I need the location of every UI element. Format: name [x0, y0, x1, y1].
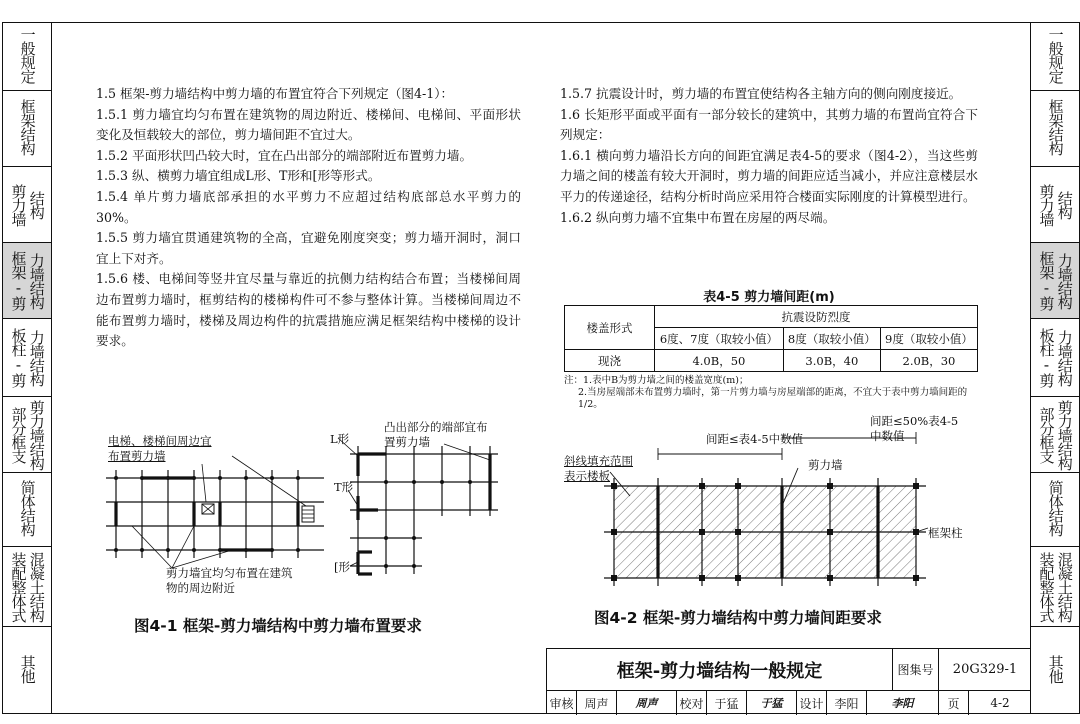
side-tab-label: 简体结构 — [18, 479, 37, 536]
side-tab-text — [1038, 251, 1072, 310]
table-4-5 — [564, 305, 978, 372]
side-tab-label: 力墙结构 — [27, 252, 46, 309]
side-tab[interactable] — [1031, 397, 1079, 473]
side-tab-label: 力墙结构 — [27, 329, 46, 386]
label-T: T形 — [334, 480, 354, 494]
label-text: 电梯、楼梯间周边宜布置剪力墙 — [108, 434, 212, 463]
title-block — [546, 648, 1030, 714]
review-label: 审核 — [547, 691, 577, 715]
designer-name: 李阳 — [827, 691, 867, 715]
side-tab-text — [10, 552, 44, 622]
paragraph: 1.5.1 剪力墙宜均匀布置在建筑物的周边附近、楼梯间、电梯间、平面形状变化及恒载较大的部位，剪力墙间距不宜过大。 — [96, 106, 521, 143]
side-tab[interactable] — [1031, 319, 1079, 397]
side-tab-text — [10, 400, 44, 470]
reviewer-signature: 周声 — [617, 691, 677, 715]
side-tab-text — [1046, 479, 1065, 539]
label-hatch: 斜线填充范围表示楼板 — [564, 454, 633, 483]
label-wall: 剪力墙 — [808, 458, 843, 472]
table-cell: 4.0B，50 — [655, 350, 784, 372]
table-note: 注：1.表中B为剪力墙之间的楼盖宽度(m)； — [564, 375, 749, 386]
side-tab-label: 混凝土结构 — [27, 551, 46, 622]
side-tab-label: 一般规定 — [1046, 26, 1065, 83]
paragraph: 1.6.1 横向剪力墙沿长方向的间距宜满足表4-5的要求（图4-2），当这些剪力墙之间的楼盖有较大开洞时，剪力墙的间距应适当减小，并应注意楼层水平力的传递途径，结构分析时尚应采用符合楼面实际刚度的计算模型进行。 — [560, 147, 978, 204]
left-sidebar-tabs — [2, 22, 52, 714]
side-tab[interactable] — [3, 473, 51, 547]
side-tab-label: 其他 — [1046, 655, 1065, 684]
paragraph: 1.5.3 纵、横剪力墙宜组成L形、T形和[形等形式。 — [96, 168, 381, 184]
side-tab-label: 板柱-剪 — [9, 328, 28, 387]
label-even-wall: 剪力墙宜均匀布置在建筑物的周边附近 — [166, 566, 293, 595]
reviewer-name: 周声 — [577, 691, 617, 715]
right-text-column — [560, 84, 978, 228]
side-tab-label: 装配整体式 — [9, 551, 28, 622]
side-tab-label: 框架结构 — [18, 98, 37, 155]
side-tab[interactable] — [3, 627, 51, 715]
side-tab-label: 框架结构 — [1046, 98, 1065, 155]
side-tab-label: 板柱-剪 — [1037, 328, 1056, 387]
side-tab-label: 框架-剪 — [1037, 251, 1056, 310]
side-tab-label: 力墙结构 — [1055, 252, 1074, 309]
side-tab-text — [1038, 328, 1072, 387]
paragraph: 1.5.6 楼、电梯间等竖井宜尽量与靠近的抗侧力结构结合布置；当楼梯间周边布置剪力墙时，框剪结构的楼梯构件可不参与整体计算。当楼梯间周边不能布置剪力墙时，楼梯及周边构件的抗震措施应满足框架结构中楼梯的设计要求。 — [96, 271, 521, 349]
side-tab-label: 部分框支 — [9, 406, 28, 463]
paragraph: 1.6 长矩形平面或平面有一部分较长的建筑中，其剪力墙的布置尚宜符合下列规定： — [560, 106, 978, 143]
paragraph: 1.5.7 抗震设计时，剪力墙的布置宜使结构各主轴方向的侧向刚度接近。 — [560, 86, 962, 101]
paragraph: 1.5.4 单片剪力墙底部承担的水平剪力不应超过结构底部总水平剪力的30%。 — [96, 188, 521, 225]
page-label: 页 — [939, 691, 969, 715]
side-tab[interactable] — [3, 547, 51, 627]
side-tab-label: 其他 — [18, 655, 37, 684]
side-tab-label: 部分框支 — [1037, 406, 1056, 463]
side-tab[interactable] — [1031, 547, 1079, 627]
side-tab-text — [18, 655, 37, 686]
side-tab-label: 简体结构 — [1046, 479, 1065, 536]
table-sub-header: 8度（取较小值） — [783, 328, 880, 350]
side-tab-text — [18, 98, 37, 158]
side-tab-text — [1046, 98, 1065, 158]
table-note: 2.当房屋端部未布置剪力墙时，第一片剪力墙与房屋端部的距离，不宜大于表中剪力墙间距的1/2。 — [578, 387, 968, 410]
side-tab-text — [1038, 184, 1072, 226]
table-col-header: 楼盖形式 — [565, 306, 655, 350]
side-tab-text — [10, 184, 44, 226]
side-tab-text — [10, 328, 44, 387]
label-protrude: 凸出部分的端部宜布置剪力墙 — [384, 420, 488, 449]
label-column: 框架柱 — [928, 526, 963, 540]
side-tab-text — [1038, 552, 1072, 622]
table-notes — [564, 375, 978, 411]
side-tab[interactable] — [3, 243, 51, 319]
side-tab-label: 剪力墙 — [9, 183, 28, 226]
paragraph: 1.5.5 剪力墙宜贯通建筑物的全高，宜避免刚度突变；剪力墙开洞时，洞口宜上下对齐。 — [96, 230, 521, 266]
side-tab-label: 结构 — [1055, 190, 1074, 219]
side-tab-label: 力墙结构 — [1055, 329, 1074, 386]
label-spacing: 间距≤表4-5中数值 — [706, 432, 804, 446]
paragraph: 1.5 框架-剪力墙结构中剪力墙的布置宜符合下列规定（图4-1）： — [96, 86, 454, 101]
table-sub-header: 6度、7度（取较小值） — [655, 328, 784, 350]
side-tab[interactable] — [1031, 243, 1079, 319]
side-tab-label: 剪力墙 — [1037, 183, 1056, 226]
side-tab-label: 剪力墙结构 — [1055, 399, 1074, 470]
table-cell: 2.0B，30 — [880, 350, 977, 372]
side-tab-text — [10, 251, 44, 310]
left-text-column — [96, 84, 521, 352]
table-cell: 现浇 — [565, 350, 655, 372]
side-tab-label: 剪力墙结构 — [27, 399, 46, 470]
side-tab-text — [1046, 26, 1065, 86]
label-spacing-50: 间距≤50%表4-5中数值 — [870, 414, 959, 443]
side-tab[interactable] — [1031, 23, 1079, 91]
side-tab[interactable] — [1031, 91, 1079, 167]
side-tab[interactable] — [3, 91, 51, 167]
side-tab-label: 结构 — [27, 190, 46, 219]
side-tab[interactable] — [3, 167, 51, 243]
check-label: 校对 — [677, 691, 707, 715]
side-tab[interactable] — [3, 319, 51, 397]
paragraph: 1.6.2 纵向剪力墙不宜集中布置在房屋的两尽端。 — [560, 209, 836, 225]
side-tab-label: 装配整体式 — [1037, 551, 1056, 622]
figure-4-1-title: 图4-1 框架-剪力墙结构中剪力墙布置要求 — [134, 617, 422, 635]
table-sub-header: 9度（取较小值） — [880, 328, 977, 350]
side-tab[interactable] — [1031, 167, 1079, 243]
paragraph: 1.5.2 平面形状凹凸较大时，宜在凸出部分的端部附近布置剪力墙。 — [96, 147, 473, 163]
design-label: 设计 — [797, 691, 827, 715]
atlas-label: 图集号 — [893, 649, 939, 691]
right-sidebar-tabs — [1030, 22, 1080, 714]
side-tab-text — [1046, 655, 1065, 686]
side-tab-text — [18, 26, 37, 86]
drawing-title: 框架-剪力墙结构一般规定 — [547, 649, 893, 691]
label-stair-wall — [108, 434, 218, 464]
side-tab-text — [18, 479, 37, 539]
checker-signature: 于猛 — [747, 691, 797, 715]
label-bracket: [形 — [334, 560, 350, 574]
table-cell: 3.0B，40 — [783, 350, 880, 372]
side-tab[interactable] — [1031, 473, 1079, 547]
label-L: L形 — [330, 432, 350, 446]
side-tab[interactable] — [3, 23, 51, 91]
table-group-header: 抗震设防烈度 — [655, 306, 978, 328]
figure-4-2-title: 图4-2 框架-剪力墙结构中剪力墙间距要求 — [594, 609, 882, 627]
atlas-number: 20G329-1 — [939, 649, 1031, 691]
side-tab-label: 混凝土结构 — [1055, 551, 1074, 622]
side-tab-label: 一般规定 — [18, 26, 37, 83]
side-tab[interactable] — [1031, 627, 1079, 715]
designer-signature: 李阳 — [867, 691, 939, 715]
page-number: 4-2 — [990, 696, 1010, 710]
side-tab[interactable] — [3, 397, 51, 473]
side-tab-label: 框架-剪 — [9, 251, 28, 310]
checker-name: 于猛 — [707, 691, 747, 715]
table-4-5-title: 表4-5 剪力墙间距(m) — [703, 290, 835, 305]
side-tab-text — [1038, 400, 1072, 470]
